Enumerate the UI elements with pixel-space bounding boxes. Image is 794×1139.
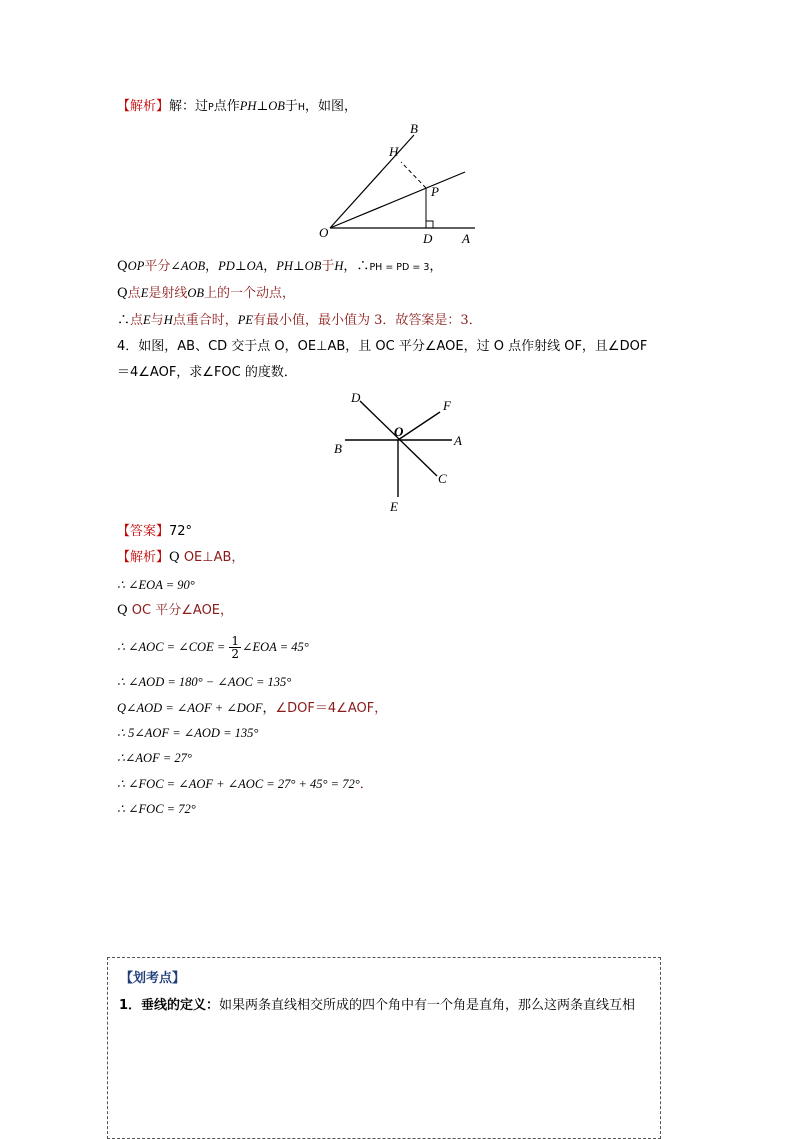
label-o: O bbox=[394, 424, 404, 439]
key-points-box bbox=[107, 957, 661, 1139]
ray-of bbox=[398, 412, 440, 440]
analysis-2-line-1: 【解析】Q OE⊥AB， bbox=[117, 550, 245, 565]
label-e: E bbox=[390, 499, 398, 514]
analysis-2-line-2: ∴ ∠EOA = 90° bbox=[117, 578, 195, 592]
label-a: A bbox=[462, 231, 470, 246]
analysis-tag: 【解析】 bbox=[117, 99, 170, 114]
analysis-2-line-4: ∴ ∠AOC = ∠COE = $\frac{1}{2}$ ∠EOA = 45° bbox=[117, 634, 309, 661]
fraction-one-half: $\frac{1}{2}$ bbox=[231, 634, 240, 661]
label-p: P bbox=[431, 184, 439, 199]
label-d: D bbox=[423, 231, 433, 246]
label-d: D bbox=[351, 390, 361, 405]
right-angle-mark bbox=[426, 221, 433, 228]
analysis-2-line-7: ∴ 5∠AOF = ∠AOD = 135° bbox=[117, 726, 259, 740]
analysis-2-line-3: Q OC 平分∠AOE， bbox=[117, 603, 234, 618]
question-4-line-2: ＝4∠AOF，求∠FOC 的度数． bbox=[117, 365, 297, 380]
analysis-2-line-10: ∴ ∠FOC = 72° bbox=[117, 802, 196, 816]
label-h: H bbox=[389, 144, 399, 159]
answer-line bbox=[117, 523, 192, 541]
question-4-line-1: 4．如图，AB、CD 交于点 O，OE⊥AB，且 OC 平分∠AOE，过 O 点作射线 OF，且∠DOF bbox=[117, 339, 648, 354]
analysis-2-line-6: Q∠AOD = ∠AOF + ∠DOF，∠DOF＝4∠AOF， bbox=[117, 701, 388, 716]
solution-step-1: QOP平分∠AOB，PD⊥OA，PH⊥OB于H，∴PH = PD = 3， bbox=[117, 259, 443, 274]
key-point-1-text: 如果两条直线相交所成的四个角中有一个角是直角，那么这两条直线互相 bbox=[219, 998, 636, 1013]
ray-op bbox=[330, 172, 465, 228]
label-f: F bbox=[443, 398, 451, 413]
solution-step-3: ∴点E与H点重合时，PE有最小值，最小值为 3．故答案是：3． bbox=[117, 313, 482, 328]
answer-tag: 【答案】 bbox=[117, 524, 170, 539]
key-point-1 bbox=[119, 997, 635, 1015]
analysis-2-line-9: ∴ ∠FOC = ∠AOF + ∠AOC = 27° + 45° = 72°． bbox=[117, 777, 373, 792]
label-b: B bbox=[334, 441, 342, 456]
answer-value: 72° bbox=[169, 524, 193, 539]
label-a: A bbox=[454, 433, 462, 448]
analysis-2-line-8: ∴∠AOF = 27° bbox=[117, 751, 192, 765]
analysis-2-tag: 【解析】 bbox=[117, 550, 170, 565]
key-point-1-label: 1．垂线的定义： bbox=[119, 998, 220, 1013]
angle-bisector-figure bbox=[310, 120, 490, 250]
solution-step-2: Q点E是射线OB上的一个动点， bbox=[117, 286, 296, 301]
ray-ob bbox=[330, 135, 414, 228]
analysis-2-line-5: ∴ ∠AOD = 180° − ∠AOC = 135° bbox=[117, 675, 292, 689]
segment-ph bbox=[401, 162, 426, 188]
key-points-title: 【划考点】 bbox=[120, 971, 186, 986]
analysis-intro: 【解析】解：过P点作PH⊥OB于H，如图， bbox=[117, 99, 358, 114]
intersecting-lines-figure bbox=[330, 385, 470, 515]
label-b: B bbox=[410, 121, 418, 136]
label-c: C bbox=[438, 471, 447, 486]
label-o: O bbox=[319, 225, 329, 240]
